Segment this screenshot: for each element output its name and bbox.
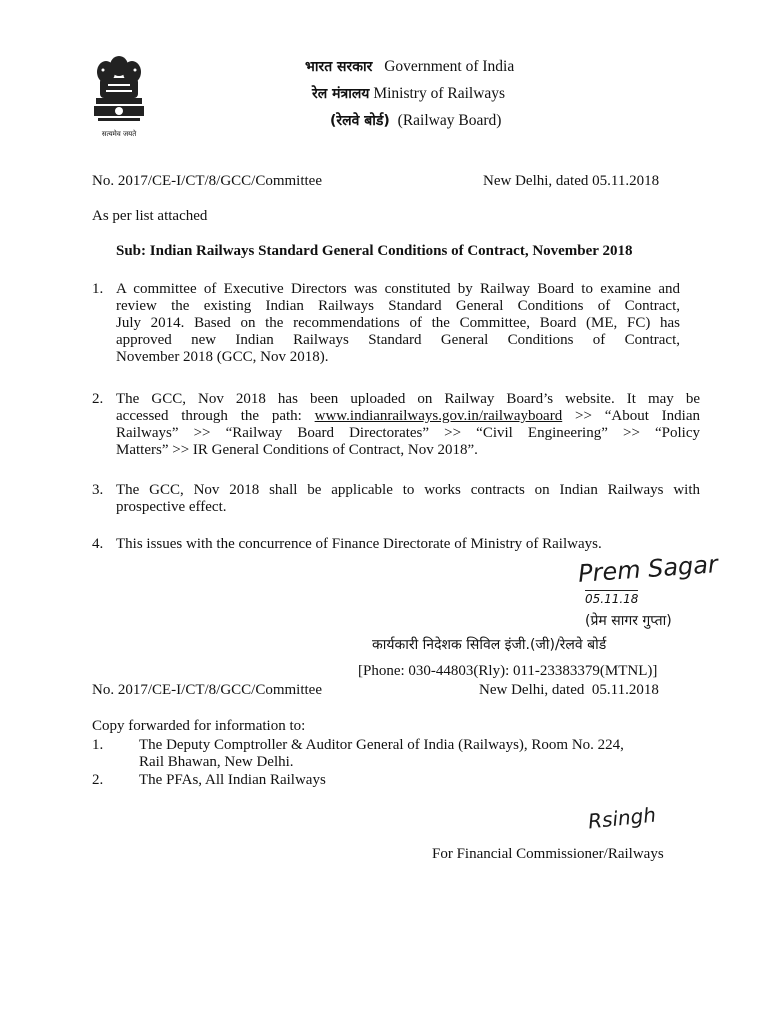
paragraph-1-line: A committee of Executive Directors was constituted by Railway Board to examine and	[116, 281, 680, 297]
header-line-government	[305, 58, 514, 76]
paragraph-3-line: The GCC, Nov 2018 shall be applicable to works contracts on Indian Railways with	[116, 482, 700, 498]
paragraph-2-number: 2.	[92, 391, 104, 407]
signatory-name-hindi: (प्रेम सागर गुप्ता)	[585, 613, 672, 629]
emblem-caption: सत्यमेव जयते	[101, 130, 137, 138]
paragraph-3-line: prospective effect.	[116, 499, 227, 515]
signatory-phone: [Phone: 030-44803(Rly): 011-23383379(MTNL)]	[358, 663, 658, 679]
paragraph-2-line	[116, 408, 700, 425]
reference-date: New Delhi, dated 05.11.2018	[483, 173, 660, 189]
copy-item-1-number: 1.	[92, 737, 104, 753]
copy-item-line: The Deputy Comptroller & Auditor General of India (Railways), Room No. 224,	[139, 737, 624, 753]
subject-line: Sub: Indian Railways Standard General Conditions of Contract, November 2018	[116, 243, 633, 259]
national-emblem	[88, 52, 150, 136]
sign-off: For Financial Commissioner/Railways	[432, 846, 664, 862]
signature-date	[585, 590, 638, 606]
paragraph-1	[116, 281, 680, 366]
header-ministry-hindi: रेल मंत्रालय	[312, 86, 370, 102]
paragraph-2-line: Matters” >> IR General Conditions of Contract, Nov 2018”.	[116, 442, 478, 458]
header-govt-english: Government of India	[384, 58, 515, 75]
header-board-hindi: (रेलवे बोर्ड)	[330, 113, 390, 129]
paragraph-1-line: July 2014. Based on the recommendations of the Committee, Board (ME, FC) has	[116, 315, 680, 331]
copy-item-2: The PFAs, All Indian Railways	[139, 772, 326, 788]
addressee: As per list attached	[92, 208, 208, 224]
header-ministry-english: Ministry of Railways	[373, 85, 506, 102]
paragraph-4-number: 4.	[92, 536, 104, 552]
paragraph-2-path-prefix: accessed through the path:	[116, 408, 315, 424]
paragraph-1-line: review the existing Indian Railways Standard General Conditions of Contract,	[116, 298, 680, 314]
paragraph-2-line: Railways” >> “Railway Board Directorates” >> “Civil Engineering” >> “Policy	[116, 425, 700, 441]
reference-number: No. 2017/CE-I/CT/8/GCC/Committee	[92, 173, 322, 189]
signatory-designation-hindi: कार्यकारी निदेशक सिविल इंजी.(जी)/रेलवे बोर्ड	[372, 637, 607, 653]
lion-capital-icon	[88, 52, 150, 124]
paragraph-2	[116, 391, 700, 459]
header-board-english: (Railway Board)	[397, 112, 502, 129]
copy-item-line: Rail Bhawan, New Delhi.	[139, 754, 294, 770]
railway-board-website-link[interactable]: www.indianrailways.gov.in/railwayboard	[314, 408, 563, 424]
signature-date-text: 05.11.18	[585, 592, 639, 606]
paragraph-1-line: approved new Indian Railways Standard General Conditions of Contract,	[116, 332, 680, 348]
paragraph-1-number: 1.	[92, 281, 104, 297]
paragraph-2-path-suffix: >> “About Indian	[562, 408, 700, 424]
handwritten-signature: Prem Sagar	[577, 550, 719, 588]
copy-item-2-number: 2.	[92, 772, 104, 788]
copy-reference-date: New Delhi, dated 05.11.2018	[479, 682, 659, 698]
handwritten-initials: Rsingh	[586, 802, 657, 834]
header-govt-hindi: भारत सरकार	[305, 59, 373, 75]
paragraph-1-line: November 2018 (GCC, Nov 2018).	[116, 349, 329, 365]
paragraph-2-line: The GCC, Nov 2018 has been uploaded on Railway Board’s website. It may be	[116, 391, 700, 407]
copy-forwarded-intro: Copy forwarded for information to:	[92, 718, 306, 734]
paragraph-3-number: 3.	[92, 482, 104, 498]
paragraph-4: This issues with the concurrence of Finance Directorate of Ministry of Railways.	[116, 536, 602, 552]
copy-item-1	[139, 737, 624, 771]
paragraph-3	[116, 482, 700, 516]
header-line-board	[330, 112, 501, 130]
copy-reference-number: No. 2017/CE-I/CT/8/GCC/Committee	[92, 682, 322, 698]
header-line-ministry	[312, 85, 505, 103]
